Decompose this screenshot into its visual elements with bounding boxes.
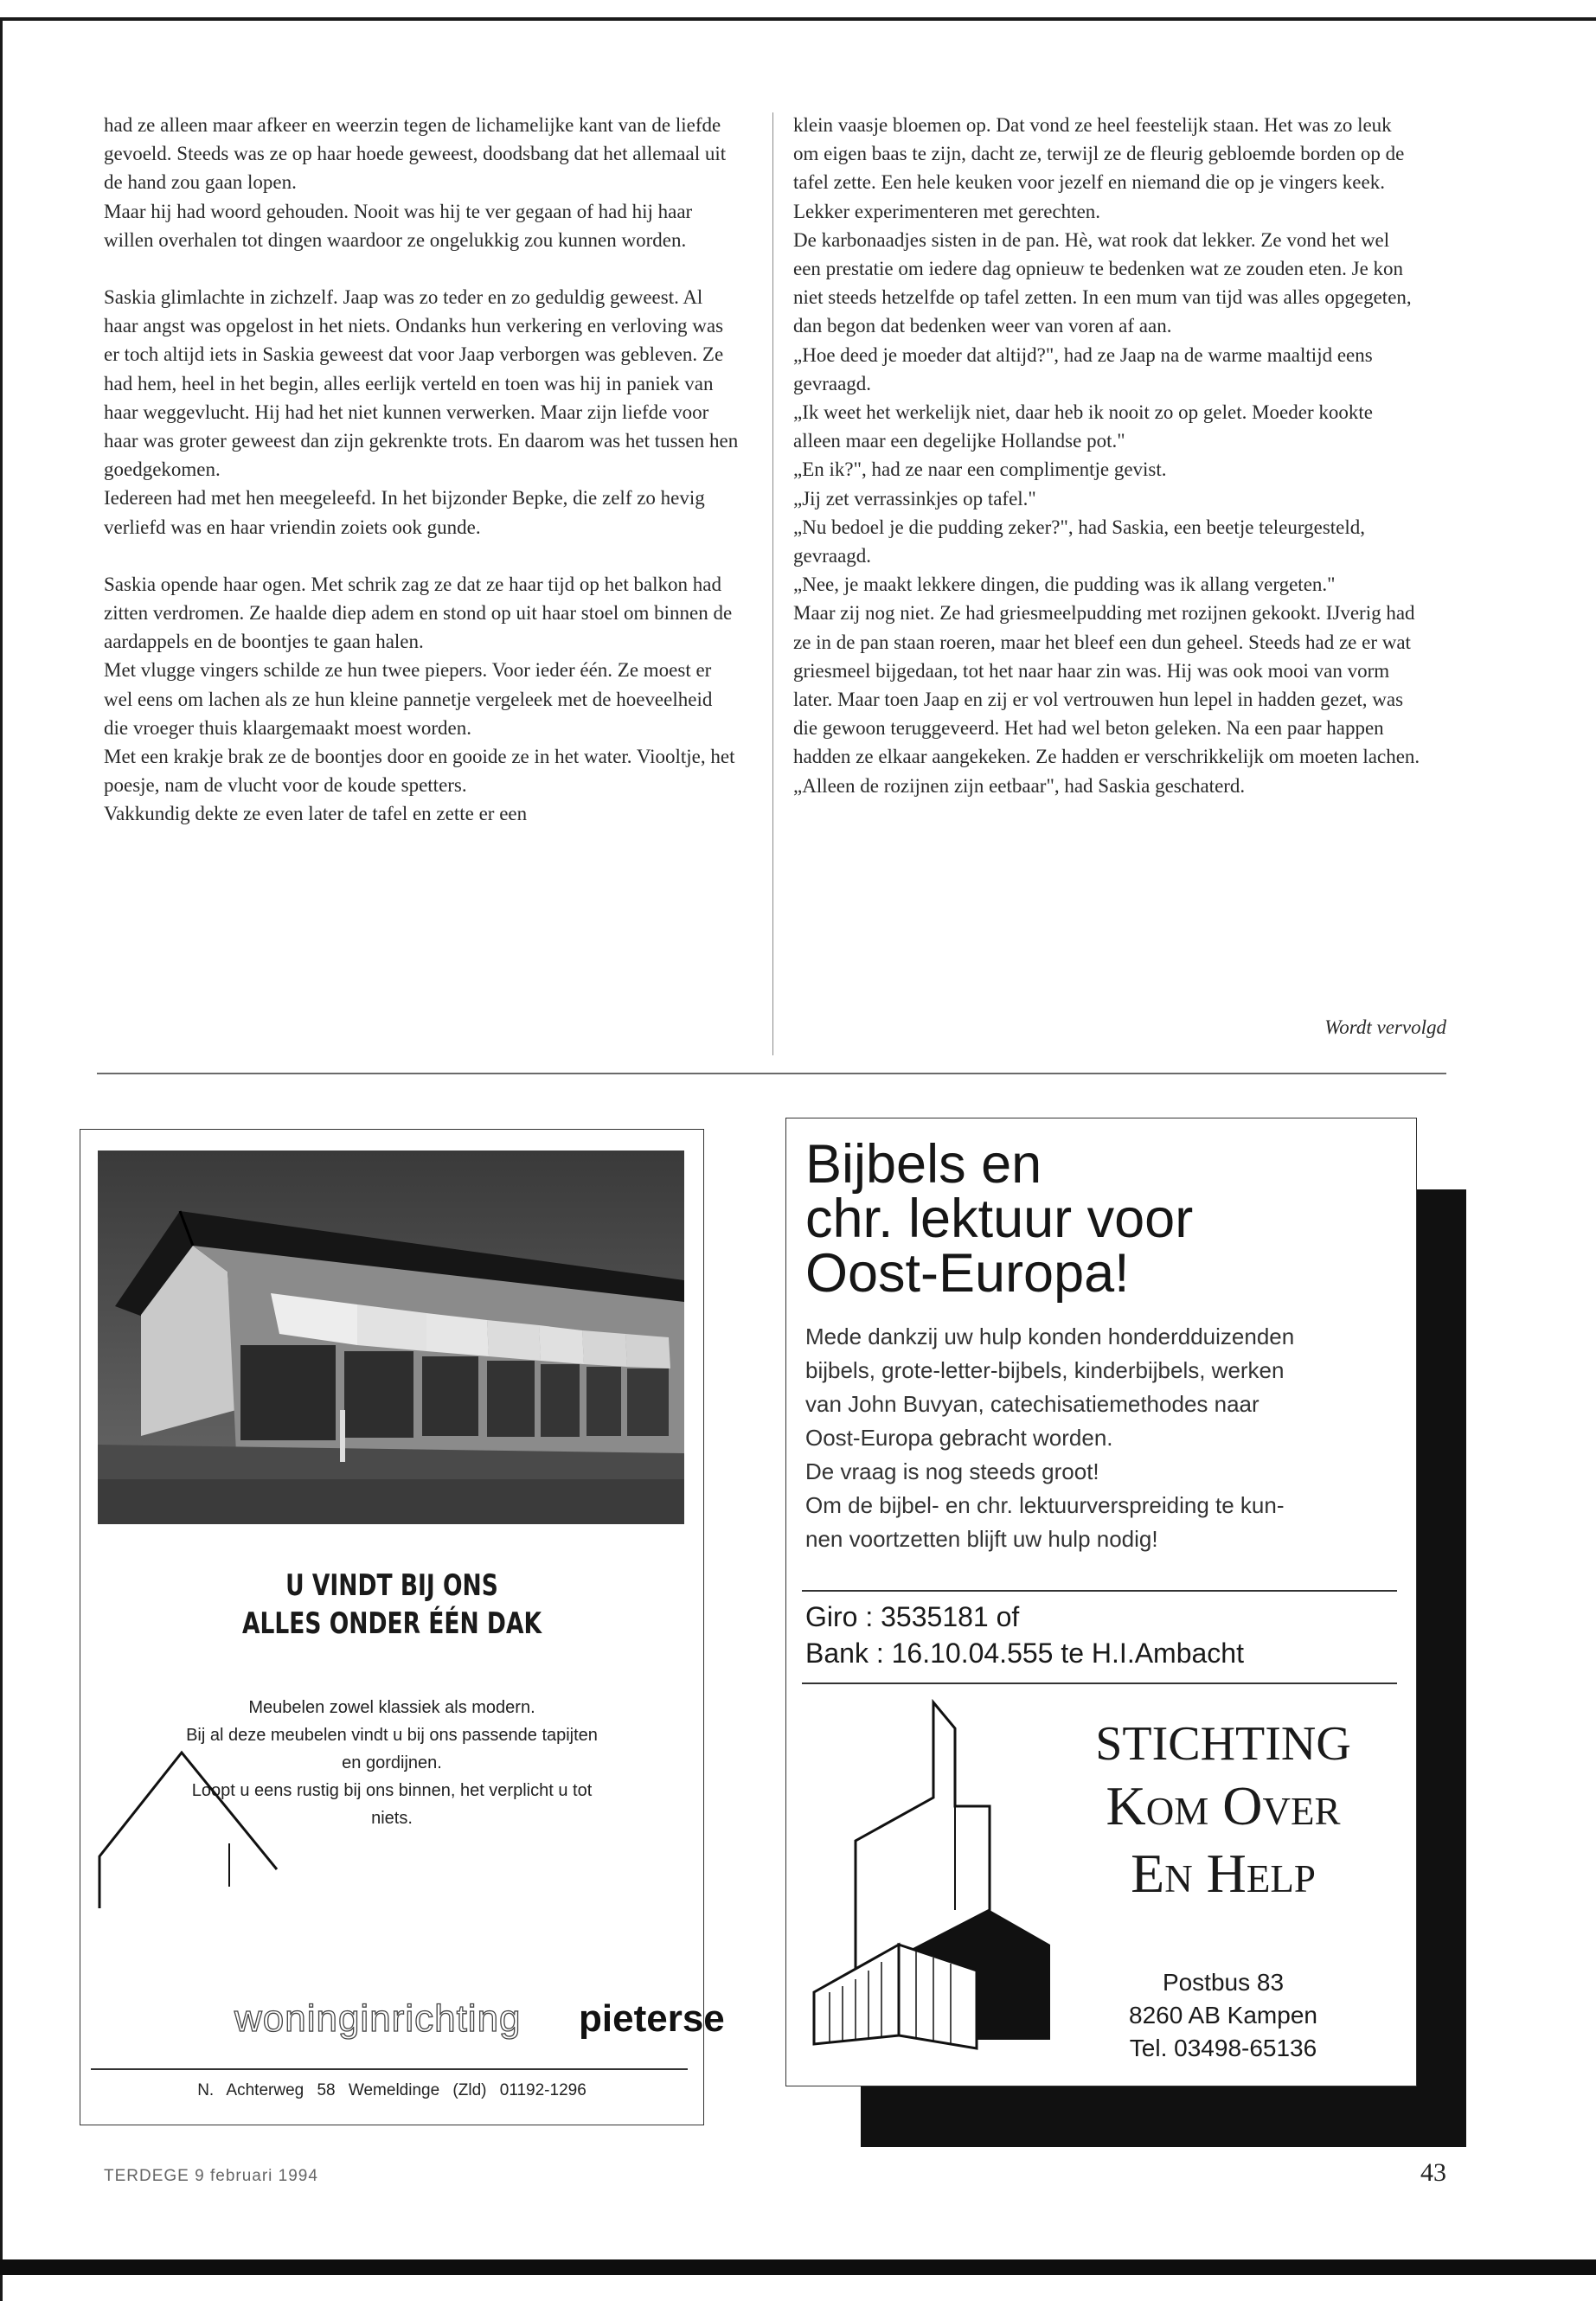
paragraph: Iedereen had met hen meegeleefd. In het bijzonder Bepke, die zelf zo hevig verliefd was en haar vriendin zoiets ook gunde.: [104, 487, 705, 538]
divider: [91, 2068, 688, 2070]
body-line: De vraag is nog steeds groot!: [805, 1458, 1099, 1484]
giro-number: Giro : 3535181 of: [805, 1601, 1020, 1632]
continued-note: Wordt vervolgd: [1324, 1016, 1446, 1038]
paragraph: „En ik?", had ze naar een complimentje gevist.: [793, 458, 1167, 481]
column-divider: [772, 112, 773, 1055]
paragraph: Vakkundig dekte ze even later de tafel en zette er een: [104, 803, 528, 825]
address-line: 8260 AB Kampen: [1129, 2002, 1317, 2029]
bijbels-headline: [805, 1134, 1402, 1304]
paragraph: „Nee, je maakt lekkere dingen, die pudding was ik allang vergeten.": [793, 574, 1336, 596]
org-line: STICHTING: [1095, 1717, 1351, 1771]
headline-line: U VINDT BIJ ONS: [285, 1568, 498, 1603]
bijbels-advertisement: [785, 1118, 1417, 2086]
paragraph: „Jij zet verrassinkjes op tafel.": [793, 487, 1036, 510]
body-line: Loopt u eens rustig bij ons binnen, het verplicht u tot: [191, 1781, 593, 1800]
brand-name-bold: pieterse: [579, 1997, 725, 2040]
organisation-address: [1046, 1966, 1401, 2065]
divider: [802, 1682, 1397, 1684]
organisation-name: [1046, 1715, 1401, 1907]
paragraph: klein vaasje bloemen op. Dat vond ze heel feestelijk staan. Het was zo leuk om eigen baas te zijn, dacht ze, terwijl ze de fleurig gebloemde borden op de tafel zette. Een hele keuken voor jezelf en niemand die op je vingers keek. Lekker experimenteren met gerechten.: [793, 114, 1405, 222]
body-line: nen voortzetten blijft uw hulp nodig!: [805, 1526, 1158, 1552]
publication-footer: TERDEGE 9 februari 1994: [104, 2167, 318, 2185]
page-top-margin: [0, 0, 1596, 17]
store-address: N. Achterweg 58 Wemeldinge (Zld) 01192-1296: [197, 2081, 586, 2099]
bijbels-body: [805, 1320, 1402, 1556]
bank-number: Bank : 16.10.04.555 te H.I.Ambacht: [805, 1638, 1244, 1669]
body-line: niets.: [371, 1809, 413, 1828]
address-line: Tel. 03498-65136: [1129, 2035, 1317, 2061]
headline-line: ALLES ONDER ÉÉN DAK: [241, 1606, 542, 1641]
headline-line: chr. lektuur voor: [805, 1189, 1194, 1249]
store-photo: [98, 1150, 684, 1524]
article-right-column: [793, 111, 1420, 800]
section-rule: [97, 1073, 1446, 1074]
body-line: Oost-Europa gebracht worden.: [805, 1425, 1113, 1451]
article-left-column: [104, 111, 740, 829]
body-line: Mede dankzij uw hulp konden honderdduizenden: [805, 1324, 1295, 1349]
paragraph: „Ik weet het werkelijk niet, daar heb ik nooit zo op gelet. Moeder kookte alleen maar een degelijke Hollandse pot.": [793, 401, 1373, 452]
body-line: Bij al deze meubelen vindt u bij ons passende tapijten: [186, 1726, 598, 1745]
paragraph: Maar hij had woord gehouden. Nooit was hij te ver gegaan of had hij haar willen overhalen tot dingen waardoor ze ongelukkig zou kunnen worden.: [104, 200, 693, 251]
paragraph: Met vlugge vingers schilde ze hun twee piepers. Voor ieder één. Ze moest er wel eens om lachen als ze hun kleine pannetje vergeleek met de hoeveelheid die vroeger thuis klaargemaakt moest worden.: [104, 659, 713, 739]
scan-edge-top: [0, 17, 1596, 21]
body-line: en gordijnen.: [342, 1753, 442, 1772]
divider: [802, 1590, 1397, 1592]
bible-and-church-logo-icon: [804, 1694, 1054, 2057]
address-line: Postbus 83: [1162, 1969, 1285, 1996]
furniture-headline: [149, 1567, 635, 1643]
paragraph: had ze alleen maar afkeer en weerzin tegen de lichamelijke kant van de liefde gevoeld. Steeds was ze op haar hoede geweest, doodsbang dat het allemaal uit de hand zou gaan lopen.: [104, 114, 727, 194]
paragraph: „Hoe deed je moeder dat altijd?", had ze Jaap na de warme maaltijd eens gevraagd.: [793, 343, 1373, 394]
paragraph: Saskia opende haar ogen. Met schrik zag ze dat ze haar tijd op het balkon had zitten verdromen. Ze haalde diep adem en stond op uit haar stoel om binnen de aardappels en de boontjes te gaan halen.: [104, 573, 733, 653]
headline-line: Bijbels en: [805, 1134, 1042, 1195]
body-line: Om de bijbel- en chr. lektuurverspreiding te kun-: [805, 1492, 1285, 1518]
paragraph: Saskia glimlachte in zichzelf. Jaap was zo teder en zo geduldig geweest. Al haar angst was opgelost in het niets. Ondanks hun verkering en verloving was er toch altijd iets in Saskia geweest dat voor Jaap verborgen was gebleven. Ze had hem, heel in het begin, alles eerlijk verteld en toen was hij in paniek van haar weggevlucht. Hij had het niet kunnen verwerken. Maar zijn liefde voor haar was groter geweest dan zijn gekrenkte trots. En daarom was het tussen hen goedgekomen.: [104, 286, 739, 481]
paragraph: „Nu bedoel je die pudding zeker?", had Saskia, een beetje teleurgesteld, gevraagd.: [793, 516, 1366, 567]
org-line: En Help: [1131, 1843, 1316, 1904]
paragraph: Met een krakje brak ze de boontjes door en gooide ze in het water. Viooltje, het poesje, nam de vlucht voor de koude spetters.: [104, 746, 735, 797]
paragraph: Maar zij nog niet. Ze had griesmeelpudding met rozijnen gekookt. IJverig had ze in de pan staan roeren, maar het bleef een dun geheel. Steeds had ze er wat griesmeel bijgedaan, tot het naar haar zin was. Hij was ook mooi van vorm later. Maar toen Jaap en zij er vol vertrouwen hun lepel in hadden gezet, was die gewoon teruggeveerd. Het had wel beton geleken. Na een paar happen hadden ze elkaar aangekeken. Ze hadden er verschrikkelijk om moeten lachen. „Alleen de rozijnen zijn eetbaar", had Saskia geschaterd.: [793, 602, 1420, 797]
furniture-advertisement: [80, 1129, 725, 2125]
scan-edge-bottom: [0, 2259, 1596, 2275]
body-line: van John Buvyan, catechisatiemethodes naar: [805, 1391, 1259, 1417]
payment-details: [805, 1599, 1402, 1671]
scan-edge-left: [0, 17, 3, 2301]
headline-line: Oost-Europa!: [805, 1243, 1130, 1304]
paragraph: De karbonaadjes sisten in de pan. Hè, wat rook dat lekker. Ze vond het wel een prestatie om iedere dag opnieuw te bedenken wat ze zouden eten. Je kon niet steeds hetzelfde op tafel zetten. In een mum van tijd was alles opgegeten, dan begon dat bedenken weer van voren af aan.: [793, 228, 1412, 337]
page-number: 43: [1420, 2158, 1446, 2187]
house-outline-icon: [91, 1722, 688, 1947]
org-line: Kom Over: [1106, 1775, 1341, 1836]
brand-name-outline: woninginrichting: [234, 1997, 522, 2040]
body-line: bijbels, grote-letter-bijbels, kinderbijbels, werken: [805, 1357, 1285, 1383]
body-line: Meubelen zowel klassiek als modern.: [248, 1698, 535, 1717]
